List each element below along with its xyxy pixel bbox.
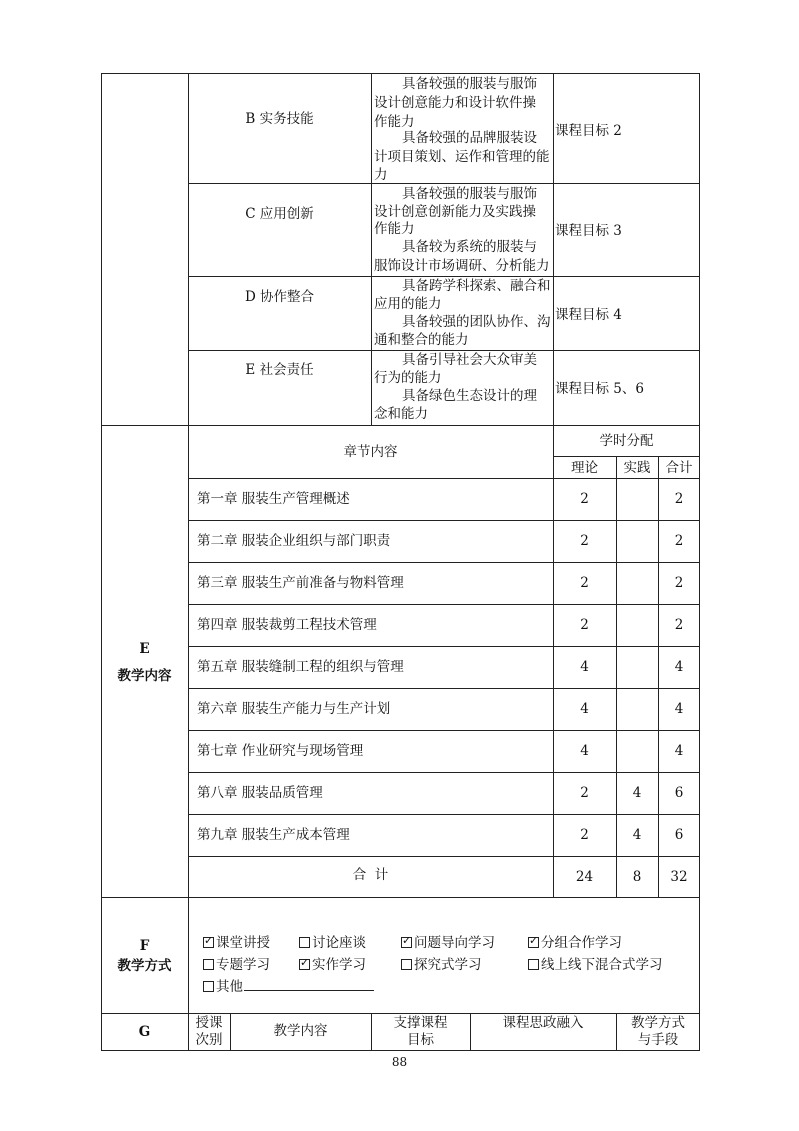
method-option[interactable]: 专题学习 [203, 953, 270, 973]
chapter-total: 6 [674, 827, 684, 843]
checkbox-checked-icon[interactable] [203, 937, 214, 948]
divider [188, 730, 700, 731]
ability-desc-line: 具备较强的服装与服饰 [402, 76, 537, 92]
chapter-total: 2 [674, 491, 684, 507]
header-hours: 学时分配 [599, 433, 654, 449]
ability-desc-line: 具备较强的品牌服装设 [402, 130, 537, 146]
divider [188, 688, 700, 689]
chapter-total: 4 [674, 743, 684, 759]
checkbox-checked-icon[interactable] [528, 937, 539, 948]
chapter-theory: 2 [580, 617, 589, 633]
chapter-name: 第九章 服装生产成本管理 [197, 827, 350, 843]
ability-desc-line: 应用的能力 [374, 296, 442, 312]
header-total: 合计 [665, 460, 693, 476]
chapter-name: 第三章 服装生产前准备与物料管理 [197, 575, 404, 591]
chapter-practice: 4 [632, 827, 642, 843]
chapter-theory: 2 [580, 827, 589, 843]
col-session-line2: 次别 [195, 1032, 223, 1048]
checkbox-empty-icon[interactable] [528, 959, 539, 970]
method-option[interactable]: 线上线下混合式学习 [528, 953, 663, 973]
ability-code: D 协作整合 [244, 289, 315, 305]
divider [188, 562, 700, 563]
ability-desc-line: 计项目策划、运作和管理的能 [374, 149, 550, 165]
table-border-top [101, 73, 700, 74]
chapter-theory: 4 [580, 701, 589, 717]
col-method-line1: 教学方式 [631, 1015, 685, 1031]
ability-desc-line: 具备引导社会大众审美 [402, 352, 537, 368]
chapter-practice: 4 [632, 785, 642, 801]
divider [188, 856, 700, 857]
checkbox-empty-icon[interactable] [401, 959, 412, 970]
method-option[interactable]: 讨论座谈 [299, 931, 366, 951]
divider [188, 772, 700, 773]
chapter-name: 第八章 服装品质管理 [197, 785, 323, 801]
chapter-name: 第二章 服装企业组织与部门职责 [197, 533, 391, 549]
checkbox-checked-icon[interactable] [401, 937, 412, 948]
divider [188, 646, 700, 647]
sum-label: 合 计 [352, 867, 389, 883]
method-option[interactable]: ✓课堂讲授 [203, 931, 270, 951]
divider [188, 478, 700, 479]
chapter-theory: 2 [580, 575, 589, 591]
ability-desc-line: 力 [374, 167, 388, 183]
ability-target: 课程目标 3 [555, 223, 622, 239]
page-number: 88 [391, 1055, 408, 1069]
chapter-theory: 2 [580, 533, 589, 549]
divider [553, 73, 554, 425]
chapter-total: 6 [674, 785, 684, 801]
checkbox-checked-icon[interactable] [299, 959, 310, 970]
col-session-line1: 授课 [195, 1015, 223, 1031]
col-content: 教学内容 [273, 1023, 328, 1039]
chapter-name: 第一章 服装生产管理概述 [197, 491, 350, 507]
checkbox-empty-icon[interactable] [203, 981, 214, 992]
ability-desc-line: 具备绿色生态设计的理 [402, 388, 537, 404]
ability-desc-line: 服饰设计市场调研、分析能力 [374, 258, 550, 274]
chapter-theory: 2 [580, 491, 589, 507]
section-letter: F [139, 938, 150, 954]
ability-desc-line: 具备较强的团队协作、沟 [402, 314, 551, 330]
checkbox-empty-icon[interactable] [299, 937, 310, 948]
method-option[interactable]: ✓ 问题导向学习 [401, 931, 495, 951]
ability-desc-line: 作能力 [374, 221, 415, 237]
header-theory: 理论 [571, 460, 598, 476]
divider [101, 897, 700, 898]
other-fill-line[interactable] [244, 990, 374, 991]
divider [371, 73, 372, 425]
col-target-line1: 支撑课程 [393, 1015, 448, 1031]
method-option-other[interactable]: 其他 [203, 975, 243, 995]
col-ideology: 课程思政融入 [502, 1015, 584, 1031]
sum-theory: 24 [575, 869, 594, 885]
chapter-total: 2 [674, 533, 684, 549]
table-border-left [101, 73, 102, 1050]
ability-target: 课程目标 4 [555, 307, 622, 323]
col-method-line2: 与手段 [637, 1032, 679, 1048]
divider [101, 425, 700, 426]
ability-desc-line: 具备跨学科探索、融合和 [402, 278, 551, 294]
chapter-theory: 4 [580, 659, 589, 675]
divider [188, 604, 700, 605]
chapter-name: 第七章 作业研究与现场管理 [197, 743, 364, 759]
method-option[interactable]: ✓ 分组合作学习 [528, 931, 622, 951]
divider [188, 183, 700, 184]
section-letter: G [138, 1024, 151, 1040]
header-practice: 实践 [623, 460, 651, 476]
ability-desc-line: 念和能力 [374, 406, 428, 422]
ability-desc-line: 作能力 [374, 114, 415, 130]
checkbox-empty-icon[interactable] [203, 959, 214, 970]
divider [188, 425, 189, 897]
section-title: 教学方式 [117, 958, 172, 974]
chapter-total: 4 [674, 659, 684, 675]
ability-target: 课程目标 5、6 [555, 381, 644, 397]
ability-code: E 社会责任 [245, 362, 314, 378]
col-target-line2: 目标 [407, 1032, 434, 1048]
sum-total: 32 [670, 869, 688, 885]
chapter-theory: 2 [580, 785, 589, 801]
sum-practice: 8 [632, 869, 642, 885]
ability-desc-line: 具备较为系统的服装与 [402, 239, 537, 255]
chapter-name: 第六章 服装生产能力与生产计划 [197, 701, 391, 717]
chapter-theory: 4 [580, 743, 589, 759]
ability-desc-line: 通和整合的能力 [374, 332, 469, 348]
ability-target: 课程目标 2 [555, 123, 622, 139]
ability-desc-line: 设计创意创新能力及实践操 [374, 204, 536, 220]
ability-desc-line: 设计创意能力和设计软件操 [374, 95, 536, 111]
method-option[interactable]: ✓ 实作学习 [299, 953, 366, 973]
section-title: 教学内容 [117, 668, 172, 684]
section-letter: E [139, 641, 150, 657]
divider [188, 520, 700, 521]
ability-desc-line: 具备较强的服装与服饰 [402, 186, 537, 202]
divider [188, 897, 189, 1013]
divider [188, 814, 700, 815]
ability-code: B 实务技能 [245, 111, 314, 127]
ability-desc-line: 行为的能力 [374, 370, 442, 386]
table-border-bottom [101, 1050, 700, 1051]
chapter-name: 第五章 服装缝制工程的组织与管理 [197, 659, 404, 675]
divider [553, 456, 700, 457]
ability-code: C 应用创新 [245, 206, 314, 222]
chapter-total: 2 [674, 617, 684, 633]
method-option[interactable]: 探究式学习 [401, 953, 482, 973]
chapter-total: 2 [674, 575, 684, 591]
chapter-total: 4 [674, 701, 684, 717]
header-content: 章节内容 [343, 444, 398, 460]
chapter-name: 第四章 服装裁剪工程技术管理 [197, 617, 377, 633]
